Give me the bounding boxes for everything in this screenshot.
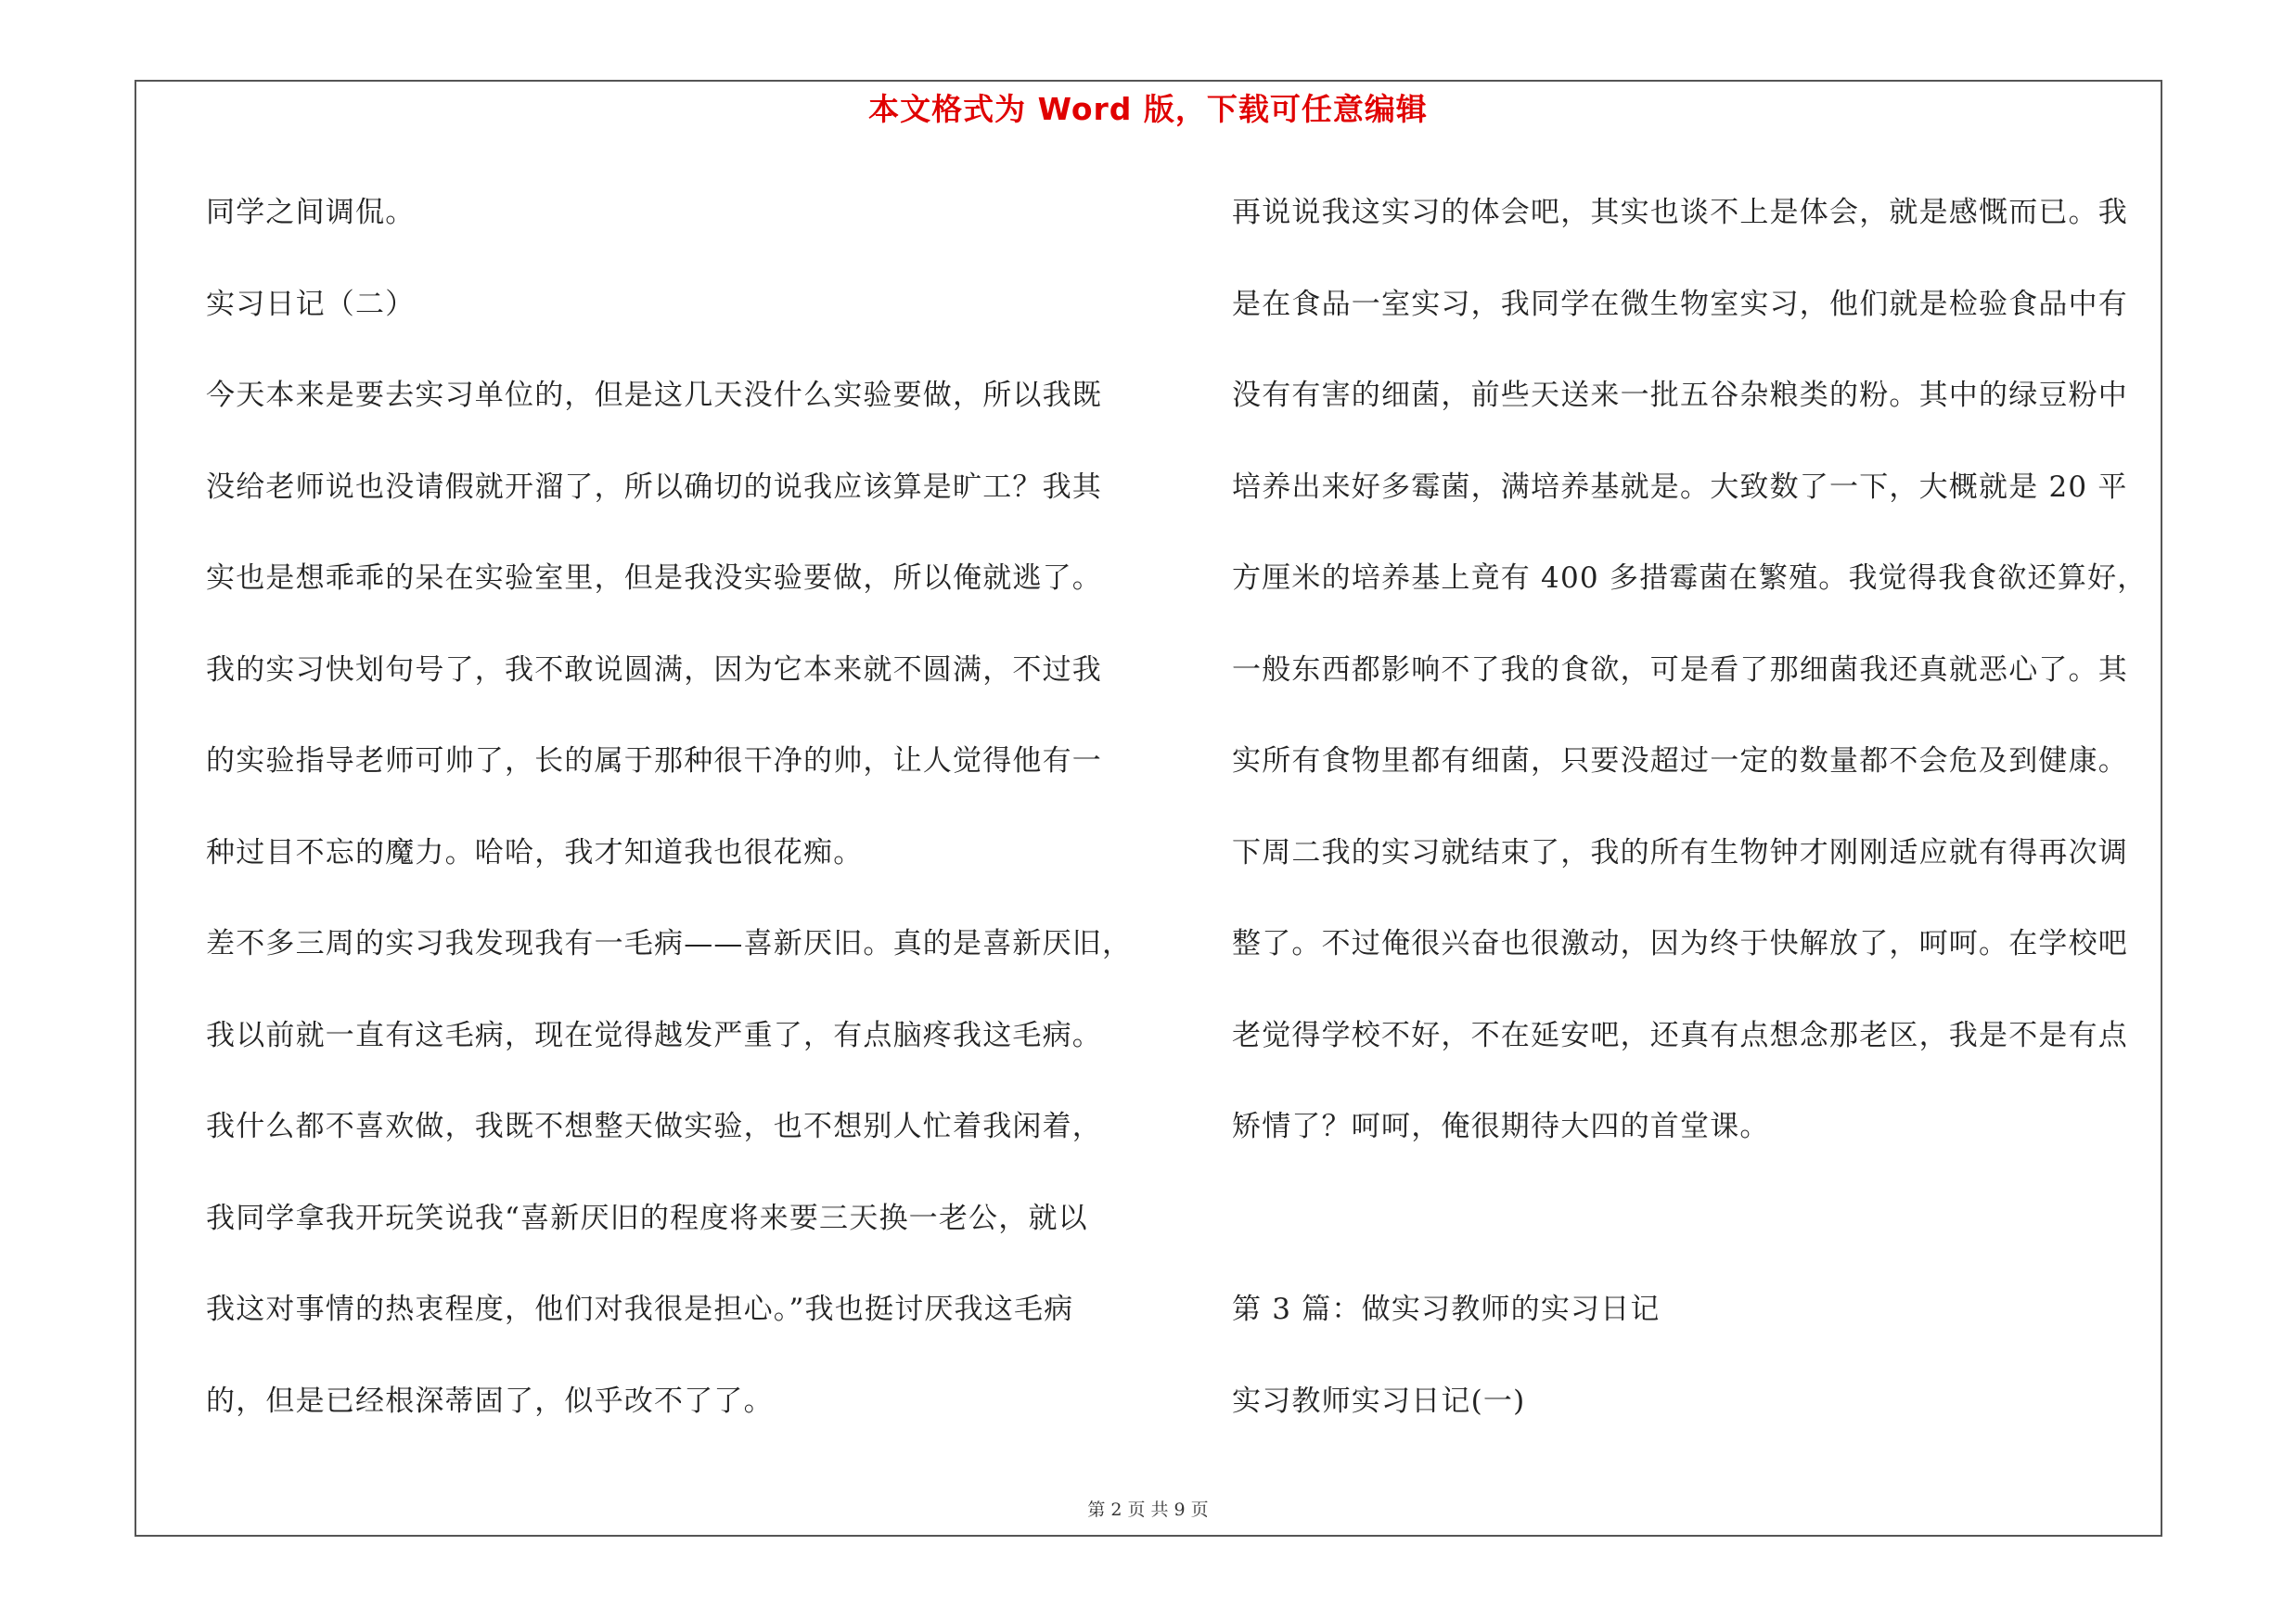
text-line: 的实验指导老师可帅了，长的属于那种很干净的帅，让人觉得他有一 (206, 744, 1102, 778)
text-line: 矫情了？呵呵，俺很期待大四的首堂课。 (1232, 1110, 1770, 1143)
header-banner: 本文格式为 Word 版，下载可任意编辑 (868, 91, 1428, 127)
text-line: 我同学拿我开玩笑说我“喜新厌旧的程度将来要三天换一老公，就以 (206, 1201, 1088, 1235)
paragraph-gap (1232, 1188, 2178, 1280)
text-line: 是在食品一室实习，我同学在微生物室实习，他们就是检验食品中有 (1232, 287, 2128, 321)
right-column (1232, 182, 2178, 1462)
page-number: 第 2 页 共 9 页 (1087, 1500, 1209, 1520)
text-line: 老觉得学校不好，不在延安吧，还真有点想念那老区，我是不是有点 (1232, 1018, 2128, 1052)
text-line: 我的实习快划句号了，我不敢说圆满，因为它本来就不圆满，不过我 (206, 652, 1102, 687)
text-line: 种过目不忘的魔力。哈哈，我才知道我也很花痴。 (206, 835, 864, 869)
text-line: 我什么都不喜欢做，我既不想整天做实验，也不想别人忙着我闲着， (206, 1110, 1102, 1143)
section-heading: 实习日记（二） (206, 287, 416, 321)
text-line: 再说说我这实习的体会吧，其实也谈不上是体会，就是感慨而已。我 (1232, 196, 2128, 229)
text-line: 实也是想乖乖的呆在实验室里，但是我没实验要做，所以俺就逃了。 (206, 561, 1102, 595)
text-line: 我以前就一直有这毛病，现在觉得越发严重了，有点脑疼我这毛病。 (206, 1018, 1102, 1052)
text-line: 今天本来是要去实习单位的，但是这几天没什么实验要做，所以我既 (206, 379, 1102, 412)
text-line: 同学之间调侃。 (206, 196, 416, 229)
left-column (206, 182, 1143, 1462)
text-line: 我这对事情的热衷程度，他们对我很是担心。”我也挺讨厌我这毛病 (206, 1293, 1074, 1326)
text-line: 没给老师说也没请假就开溜了，所以确切的说我应该算是旷工？我其 (206, 470, 1102, 504)
text-line: 没有有害的细菌，前些天送来一批五谷杂粮类的粉。其中的绿豆粉中 (1232, 379, 2128, 412)
text-line: 实所有食物里都有细菌，只要没超过一定的数量都不会危及到健康。 (1232, 744, 2128, 778)
text-line: 下周二我的实习就结束了，我的所有生物钟才刚刚适应就有得再次调 (1232, 835, 2128, 869)
text-line: 培养出来好多霉菌，满培养基就是。大致数了一下，大概就是 20 平 (1232, 470, 2128, 504)
text-line: 的，但是已经根深蒂固了，似乎改不了了。 (206, 1384, 774, 1418)
text-line: 整了。不过俺很兴奋也很激动，因为终于快解放了，呵呵。在学校吧 (1232, 927, 2128, 960)
text-line: 方厘米的培养基上竟有 400 多措霉菌在繁殖。我觉得我食欲还算好， (1232, 561, 2148, 595)
text-line: 一般东西都影响不了我的食欲，可是看了那细菌我还真就恶心了。其 (1232, 652, 2128, 687)
text-line: 差不多三周的实习我发现我有一毛病——喜新厌旧。真的是喜新厌旧， (206, 927, 1133, 960)
section-heading: 实习教师实习日记(一) (1232, 1384, 1526, 1418)
chapter-heading: 第 3 篇：做实习教师的实习日记 (1232, 1293, 1661, 1326)
